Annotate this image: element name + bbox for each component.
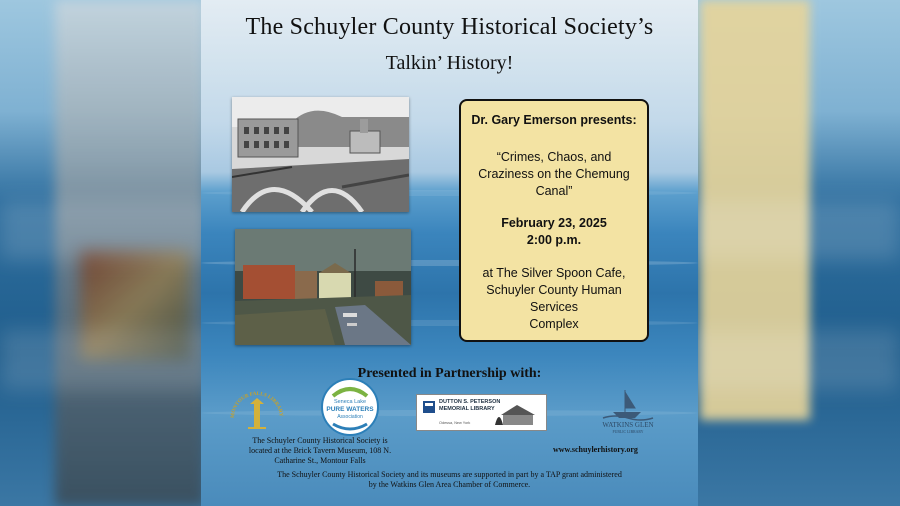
event-venue	[465, 265, 643, 333]
watkins-glen-library-logo	[595, 386, 661, 436]
dutton-line: MEMORIAL LIBRARY	[439, 406, 495, 412]
venue-line: Services	[530, 300, 578, 314]
poster-title: The Schuyler County Historical Society’s	[245, 14, 654, 40]
society-location-note	[235, 436, 405, 466]
montour-logo-text: MONTOUR FALLS LIBRARY	[229, 390, 285, 419]
event-date: February 23, 2025	[501, 216, 607, 230]
venue-line: Schuyler County Human	[486, 283, 622, 297]
pure-waters-line: PURE WATERS	[326, 406, 374, 413]
venue-line: at The Silver Spoon Cafe,	[482, 266, 626, 280]
talk-title-line: “Crimes, Chaos, and	[496, 150, 612, 164]
pure-waters-line: Association	[337, 414, 363, 420]
website-url[interactable]: www.schuylerhistory.org	[553, 445, 638, 454]
poster-subtitle: Talkin’ History!	[385, 52, 514, 74]
talk-title	[465, 149, 643, 200]
pure-waters-logo	[321, 378, 379, 436]
event-info-box	[459, 99, 649, 342]
footer-line: The Schuyler County Historical Society and its museums are supported in part by a TAP grant administered	[277, 470, 622, 479]
dutton-line: DUTTON S. PETERSON	[439, 399, 501, 405]
watkins-logo-sub: PUBLIC LIBRARY	[612, 430, 644, 434]
partnership-heading: Presented in Partnership with:	[357, 366, 542, 381]
historic-painting	[235, 229, 411, 345]
dutton-peterson-library-logo	[416, 394, 547, 431]
location-line: located at the Brick Tavern Museum, 108 N.	[248, 446, 392, 455]
event-poster	[201, 0, 698, 506]
footer-line: by the Watkins Glen Area Chamber of Commerce.	[368, 480, 531, 489]
pure-waters-line: Seneca Lake	[333, 399, 367, 405]
historic-photo-bw	[232, 97, 409, 212]
montour-falls-library-logo	[228, 384, 286, 434]
presenter-name: Dr. Gary Emerson presents:	[471, 113, 637, 127]
dutton-logo-text	[439, 399, 500, 413]
location-line: The Schuyler County Historical Society is	[252, 436, 388, 445]
talk-title-line: Canal”	[535, 184, 573, 198]
dutton-location: Odessa, New York	[439, 421, 471, 425]
event-time: 2:00 p.m.	[526, 233, 582, 247]
grant-footer	[219, 470, 680, 490]
event-datetime	[465, 215, 643, 249]
talk-title-line: Craziness on the Chemung	[478, 167, 630, 181]
location-line: Catharine St., Montour Falls	[274, 456, 366, 465]
venue-line: Complex	[529, 317, 579, 331]
watkins-logo-name: WATKINS GLEN	[602, 421, 654, 429]
